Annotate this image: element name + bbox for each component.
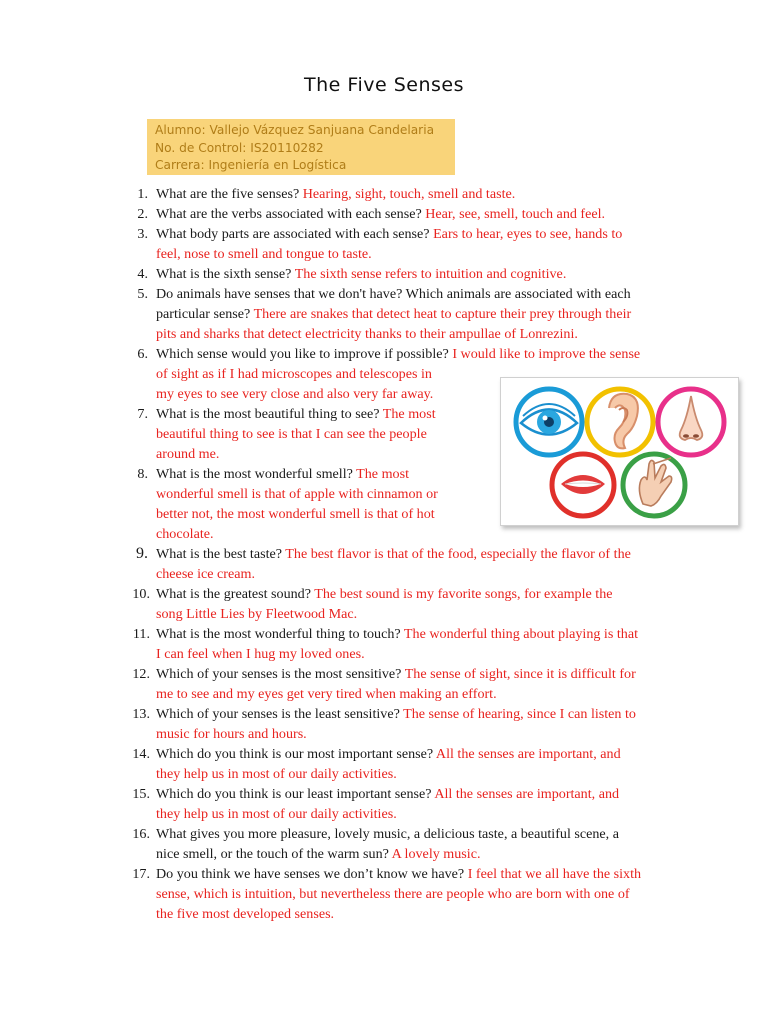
answer-text: feel, nose to smell and tongue to taste. xyxy=(156,246,372,262)
question-line xyxy=(156,484,438,504)
student-info-box xyxy=(147,119,455,175)
question-number: 8. xyxy=(137,466,148,482)
question-line xyxy=(156,264,566,284)
answer-text: they help us in most of our daily activities. xyxy=(156,806,397,822)
question-line xyxy=(156,364,432,384)
question-text: Which of your senses is the most sensitive? xyxy=(156,666,405,682)
question-text: What body parts are associated with each sense? xyxy=(156,226,434,242)
question-line xyxy=(156,764,397,784)
question-number: 3. xyxy=(137,226,148,242)
question-line xyxy=(156,244,372,264)
question-text: What is the most beautiful thing to see? xyxy=(156,406,383,422)
question-line xyxy=(156,204,605,224)
answer-text: The wonderful thing about playing is that xyxy=(403,626,638,642)
question-number: 1. xyxy=(137,186,148,202)
question-line xyxy=(156,624,638,644)
question-line xyxy=(156,564,255,584)
question-text: What is the best taste? xyxy=(156,546,286,562)
question-line xyxy=(156,684,497,704)
nose-icon xyxy=(658,389,724,455)
answer-text: I would like to improve the sense xyxy=(452,346,641,362)
answer-text: my eyes to see very close and also very far away. xyxy=(156,386,434,402)
answer-text: All the senses are important, and xyxy=(434,786,620,802)
question-number: 17. xyxy=(132,866,150,882)
question-line xyxy=(156,884,630,904)
question-line xyxy=(156,524,214,544)
question-line xyxy=(156,424,427,444)
question-line xyxy=(156,824,619,844)
answer-text: All the senses are important, and xyxy=(435,746,621,762)
question-line xyxy=(156,504,435,524)
question-number: 9. xyxy=(136,545,148,562)
question-number: 2. xyxy=(137,206,148,222)
question-line xyxy=(156,724,307,744)
answer-text: they help us in most of our daily activities. xyxy=(156,766,397,782)
question-number: 13. xyxy=(132,706,150,722)
question-number: 4. xyxy=(137,266,148,282)
question-line xyxy=(156,644,365,664)
question-text: What are the verbs associated with each sense? xyxy=(156,206,426,222)
answer-text: around me. xyxy=(156,446,220,462)
answer-text: The sixth sense refers to intuition and cognitive. xyxy=(294,266,567,282)
answer-text: better not, the most wonderful smell is that of hot xyxy=(156,506,435,522)
answer-text: wonderful smell is that of apple with cinnamon or xyxy=(156,486,438,502)
question-number: 11. xyxy=(132,626,150,642)
answer-text: The sense of hearing, since I can listen to xyxy=(403,706,636,722)
answer-text: the five most developed senses. xyxy=(156,906,335,922)
mouth-icon xyxy=(552,454,614,516)
question-line xyxy=(156,904,334,924)
question-number: 12. xyxy=(132,666,150,682)
answer-text: song Little Lies by Fleetwood Mac. xyxy=(156,606,358,622)
question-text: What is the most wonderful smell? xyxy=(156,466,357,482)
question-number: 15. xyxy=(132,786,150,802)
question-text: nice smell, or the touch of the warm sun? xyxy=(156,846,392,862)
answer-text: The most xyxy=(356,466,410,482)
answer-text: Hear, see, smell, touch and feel. xyxy=(425,206,606,222)
question-line xyxy=(156,864,641,884)
question-line xyxy=(156,384,433,404)
question-number: 14. xyxy=(132,746,150,762)
answer-text: The most xyxy=(382,406,436,422)
answer-text: I can feel when I hug my loved ones. xyxy=(156,646,365,662)
question-text: particular sense? xyxy=(156,306,254,322)
student-career: Carrera: Ingeniería en Logística xyxy=(155,158,347,172)
answer-text: music for hours and hours. xyxy=(156,726,307,742)
answer-text: The sense of sight, since it is difficult for xyxy=(404,666,636,682)
question-text: Which sense would you like to improve if possible? xyxy=(156,346,453,362)
answer-text: sense, which is intuition, but nevertheless there are people who are born with one of xyxy=(156,886,630,902)
answer-text: chocolate. xyxy=(156,526,214,542)
student-control-number: No. de Control: IS20110282 xyxy=(155,140,324,155)
answer-text: Hearing, sight, touch, smell and taste. xyxy=(302,186,516,202)
answer-text: There are snakes that detect heat to capture their prey through their xyxy=(253,306,632,322)
answer-text: The best flavor is that of the food, especially the flavor of the xyxy=(285,546,631,562)
question-line xyxy=(156,224,622,244)
question-text: What is the sixth sense? xyxy=(156,266,295,282)
question-line xyxy=(156,304,631,324)
question-line xyxy=(156,344,640,364)
question-line xyxy=(156,324,578,344)
question-line xyxy=(156,664,636,684)
five-senses-image xyxy=(500,377,739,526)
question-number: 10. xyxy=(132,586,150,602)
question-line xyxy=(156,404,436,424)
question-text: Which of your senses is the least sensitive? xyxy=(156,706,404,722)
answer-text: pits and sharks that detect electricity thanks to their ampullae of Lonrezini. xyxy=(156,326,578,342)
question-text: Do you think we have senses we don’t know we have? xyxy=(156,866,468,882)
question-line xyxy=(156,584,613,604)
question-text: Do animals have senses that we don't have? Which animals are associated with each xyxy=(156,286,631,302)
answer-text: of sight as if I had microscopes and telescopes in xyxy=(156,366,432,382)
question-line xyxy=(156,464,409,484)
question-number: 16. xyxy=(132,826,150,842)
question-line xyxy=(156,184,515,204)
answer-text: A lovely music. xyxy=(391,846,481,862)
question-text: What are the five senses? xyxy=(156,186,303,202)
hand-icon xyxy=(623,454,685,516)
answer-text: The best sound is my favorite songs, for example the xyxy=(314,586,613,602)
question-line xyxy=(156,544,631,564)
student-name: Alumno: Vallejo Vázquez Sanjuana Candelaria xyxy=(155,123,435,137)
answer-text: me to see and my eyes get very tired when making an effort. xyxy=(156,686,497,702)
question-line xyxy=(156,744,621,764)
answer-text: I feel that we all have the sixth xyxy=(467,866,642,882)
question-text: What is the greatest sound? xyxy=(156,586,315,602)
question-text: Which do you think is our least important sense? xyxy=(156,786,435,802)
question-line xyxy=(156,844,481,864)
ear-icon xyxy=(587,389,653,455)
question-text: What is the most wonderful thing to touch? xyxy=(156,626,404,642)
page-title: The Five Senses xyxy=(304,74,464,96)
question-text: Which do you think is our most important sense? xyxy=(156,746,436,762)
eye-icon xyxy=(516,389,582,455)
question-text: What gives you more pleasure, lovely music, a delicious taste, a beautiful scene, a xyxy=(156,826,619,842)
answer-text: Ears to hear, eyes to see, hands to xyxy=(433,226,623,242)
question-number: 6. xyxy=(137,346,148,362)
question-number: 5. xyxy=(137,286,148,302)
question-line xyxy=(156,444,219,464)
question-line xyxy=(156,284,631,304)
question-line xyxy=(156,804,397,824)
question-number: 7. xyxy=(137,406,148,422)
answer-text: beautiful thing to see is that I can see the people xyxy=(156,426,427,442)
answer-text: cheese ice cream. xyxy=(156,566,255,582)
question-line xyxy=(156,704,636,724)
question-line xyxy=(156,604,357,624)
question-line xyxy=(156,784,619,804)
